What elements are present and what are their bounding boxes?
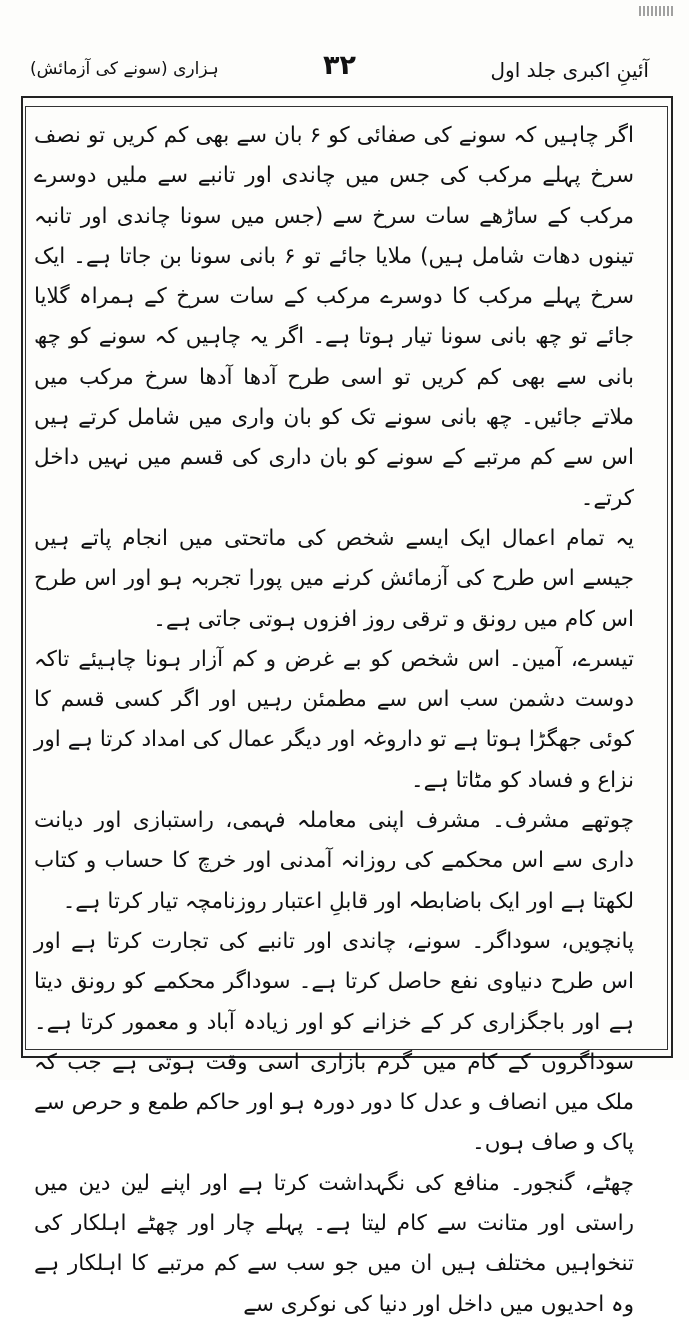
paragraph-6: چھٹے، گنجور۔ منافع کی نگہداشت کرتا ہے اور اپنے لین دین میں راستی اور متانت سے کام لیتا ہے۔ پہلے چار اور چھٹے اہلکار کی تنخواہیں مختلف ہیں ان میں جو سب سے کم مرتبے کا اہلکار ہے وہ احدیوں میں داخل اور دنیا کی نوکری سے: [34, 1170, 634, 1317]
paragraph-3: تیسرے، آمین۔ اس شخص کو بے غرض و کم آزار ہونا چاہیئے تاکہ دوست دشمن سب اس سے مطمئن رہیں اور اگر کسی قسم کا کوئی جھگڑا ہوتا ہے تو داروغہ اور دیگر عمال کی امداد کرتا ہے اور نزاع و فساد کو مٹاتا ہے۔: [34, 646, 634, 793]
page-header: [30, 50, 649, 90]
paragraph-2: یہ تمام اعمال ایک ایسے شخص کی ماتحتی میں انجام پاتے ہیں جیسے اس طرح کی آزمائش کرنے میں پورا تجربہ ہو اور اس طرح اس کام میں رونق و ترقی روز افزوں ہوتی جاتی ہے۔: [34, 525, 634, 632]
paragraph-5: پانچویں، سوداگر۔ سونے، چاندی اور تانبے کی تجارت کرتا ہے اور اس طرح دنیاوی نفع حاصل کرتا ہے۔ سوداگر محکمے کو رونق دیتا ہے اور باجگزاری کر کے خزانے کو اور زیادہ آباد و معمور کرتا ہے۔ سوداگروں کے کام میں گرم بازاری اسی وقت ہوتی ہے جب کہ ملک میں انصاف و عدل کا دور دورہ ہو اور حاکم طمع و حرص سے پاک و صاف ہوں۔: [34, 928, 634, 1156]
page-number: ۳۲: [323, 50, 356, 81]
book-title: آئینِ اکبری جلد اول: [490, 58, 649, 82]
body-text: [34, 116, 656, 1325]
paragraph-4: چوتھے مشرف۔ مشرف اپنی معاملہ فہمی، راستبازی اور دیانت داری سے اس محکمے کی روزانہ آمدنی اور خرچ کا حساب و کتاب لکھتا ہے اور ایک باضابطہ اور قابلِ اعتبار روزنامچہ تیار کرتا ہے۔: [34, 808, 634, 914]
paragraph-1: اگر چاہیں کہ سونے کی صفائی کو ۶ بان سے بھی کم کریں تو نصف سرخ پہلے مرکب کی جس میں چاندی اور تانبے سے ملیں دوسرے مرکب کے ساڑھے سات سرخ سے (جس میں سونا چاندی اور تانبہ تینوں دھات شامل ہیں) ملایا جائے تو ۶ بانی سونا بن جاتا ہے۔ ایک سرخ پہلے مرکب کا دوسرے مرکب کے سات سرخ کے ہمراہ گلایا جائے تو چھ بانی سونا تیار ہوتا ہے۔ اگر یہ چاہیں کہ سونے کو چھ بانی سے بھی کم کریں تو اسی طرح آدھا آدھا سرخ مرکب میں ملاتے جائیں۔ چھ بانی سونے تک کو بان واری میں شامل کرتے ہیں اس سے کم مرتبے کے سونے کو بان داری کی قسم میں نہیں داخل کرتے۔: [34, 123, 635, 511]
scan-corner-mark: [639, 6, 675, 16]
section-title: ہزاری (سونے کی آزمائش): [30, 59, 219, 79]
